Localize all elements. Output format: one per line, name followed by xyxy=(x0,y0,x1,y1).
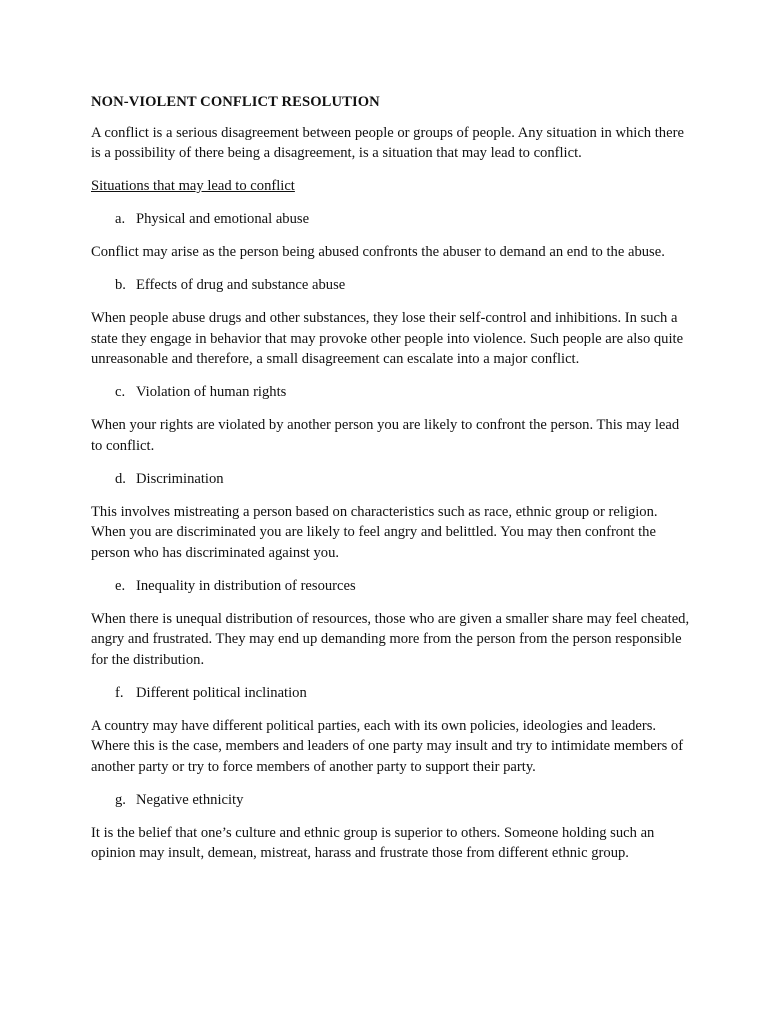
item-e-paragraph: When there is unequal distribution of resources, those who are given a smaller share may feel cheated, angry and frustrated. They may end up demanding more from the person from the person responsible for the distribution. xyxy=(91,610,690,668)
list-item-a xyxy=(91,209,691,230)
list-marker: e. xyxy=(115,577,126,594)
list-item-label: Violation of human rights xyxy=(136,384,287,400)
item-g-paragraph: It is the belief that one’s culture and ethnic group is superior to others. Someone holding such an opinion may insult, demean, mistreat, harass and frustrate those from different ethnic group. xyxy=(91,824,655,861)
item-b-paragraph: When people abuse drugs and other substances, they lose their self-control and inhibitions. In such a state they engage in behavior that may provoke other people into violence. Such people are also quite unreasonable and therefore, a small disagreement can escalate into a major conflict. xyxy=(91,310,684,367)
list-item-label: Discrimination xyxy=(136,470,224,487)
item-a-paragraph: Conflict may arise as the person being abused confronts the abuser to demand an end to the abuse. xyxy=(91,244,665,260)
list-marker: a. xyxy=(115,211,126,227)
list-item-c xyxy=(91,382,691,403)
item-c-paragraph: When your rights are violated by another person you are likely to confront the person. This may lead to conflict. xyxy=(91,417,680,454)
item-d-paragraph: This involves mistreating a person based on characteristics such as race, ethnic group or religion. When you are discriminated you are likely to feel angry and belittled. You may then confront the person who has discriminated against you. xyxy=(91,503,658,561)
list-item-label: Inequality in distribution of resources xyxy=(136,577,356,594)
intro-paragraph: A conflict is a serious disagreement between people or groups of people. Any situation in which there is a possibility of there being a disagreement, is a situation that may lead to conflict. xyxy=(91,124,684,161)
list-item-label: Effects of drug and substance abuse xyxy=(136,277,346,293)
list-item-label: Different political inclination xyxy=(136,684,307,701)
document-title: NON-VIOLENT CONFLICT RESOLUTION xyxy=(91,94,380,110)
list-marker: g. xyxy=(115,791,126,808)
document-page xyxy=(91,92,691,876)
list-item-label: Negative ethnicity xyxy=(136,791,244,808)
list-marker: f. xyxy=(115,684,124,701)
list-item-label: Physical and emotional abuse xyxy=(136,211,310,227)
list-marker: c. xyxy=(115,384,126,400)
section-subheading: Situations that may lead to conflict xyxy=(91,178,295,194)
item-f-paragraph: A country may have different political parties, each with its own policies, ideologies and leaders. Where this is the case, members and leaders of one party may insult and try to intimidate members of another party or try to force members of another party to support their party. xyxy=(91,717,684,775)
list-item-d xyxy=(91,469,691,490)
list-item-f xyxy=(91,683,691,704)
list-item-b xyxy=(91,275,691,296)
list-marker: d. xyxy=(115,470,126,487)
list-marker: b. xyxy=(115,277,126,293)
list-item-g xyxy=(91,790,691,811)
list-item-e xyxy=(91,576,691,597)
